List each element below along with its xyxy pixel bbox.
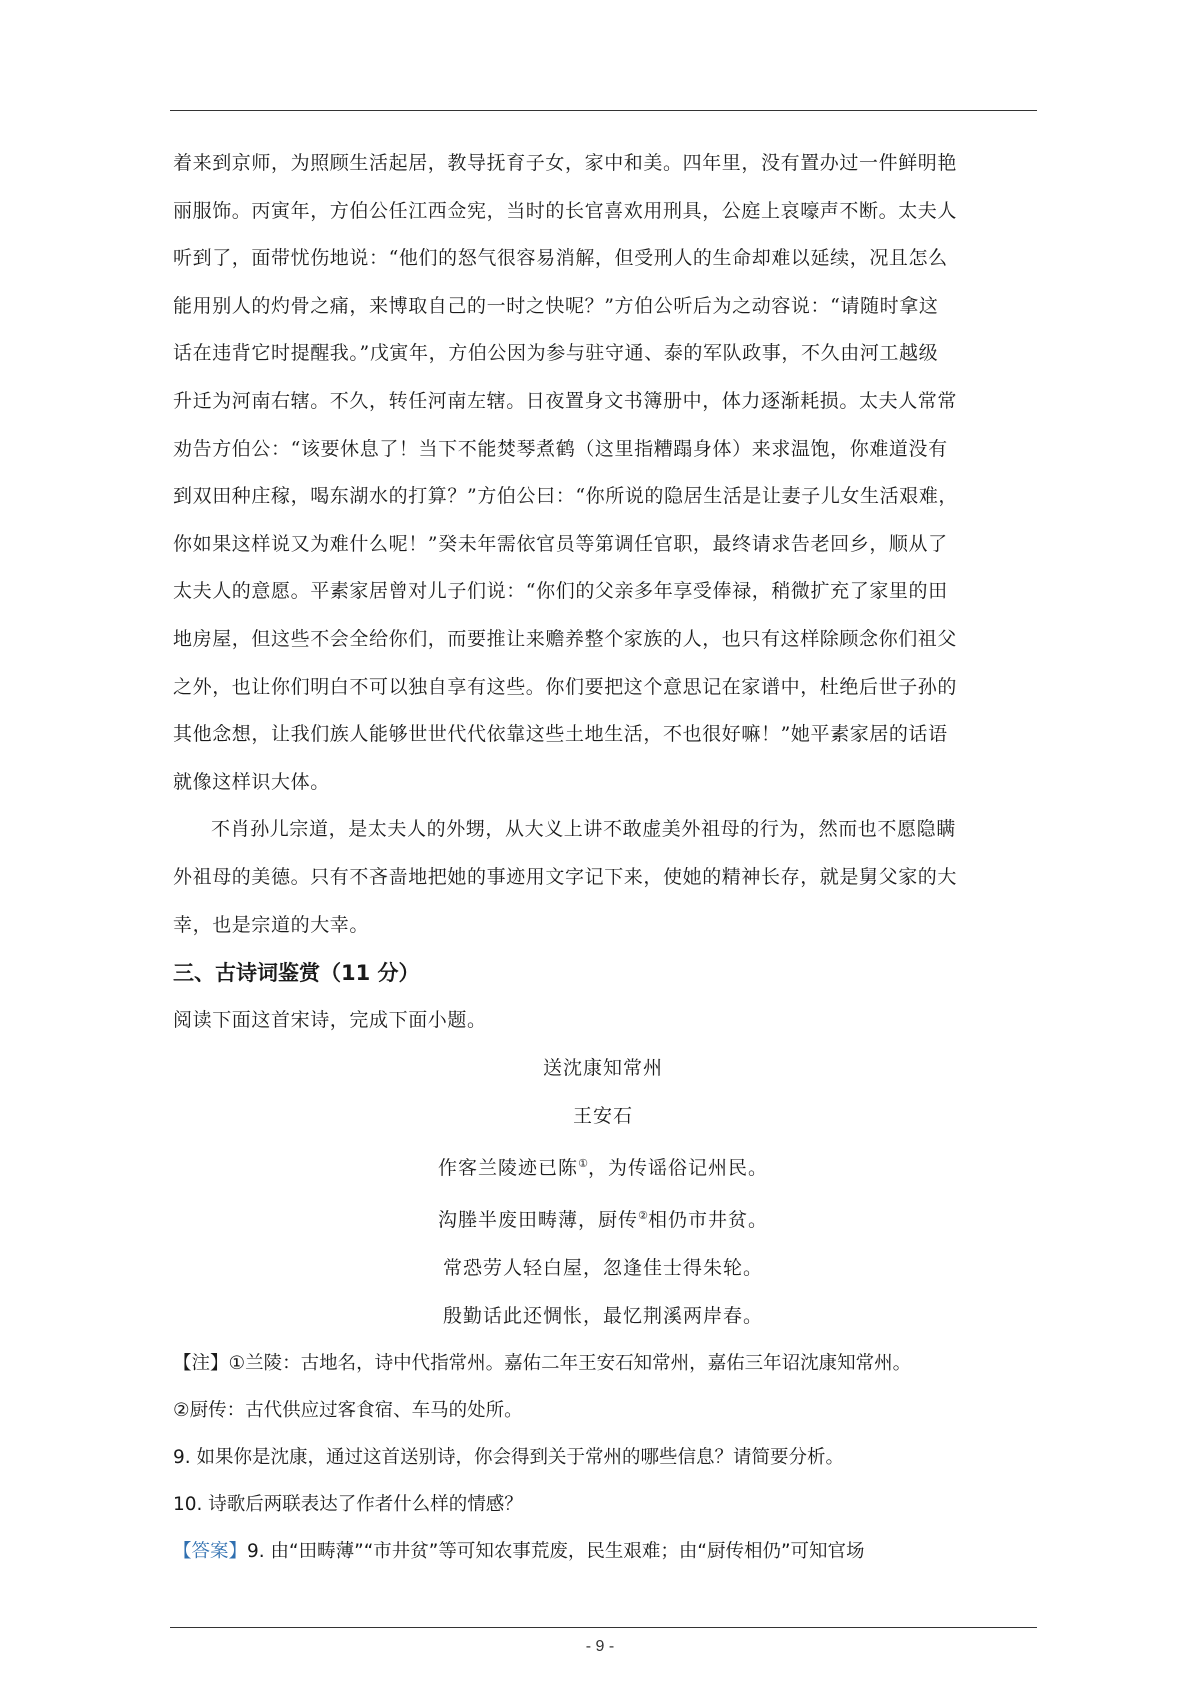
text-line: 话在违背它时提醒我。”戊寅年，方伯公因为参与驻守通、泰的军队政事，不久由河工越级 — [173, 342, 939, 365]
text-line: 丽服饰。丙寅年，方伯公任江西佥宪，当时的长官喜欢用刑具，公庭上哀嚎声不断。太夫人 — [173, 199, 958, 222]
question-10: 10. 诗歌后两联表达了作者什么样的情感？ — [173, 1494, 523, 1516]
passage-paragraph-1 — [173, 140, 1033, 806]
page-number: - 9 - — [585, 1638, 615, 1655]
header-rule — [170, 110, 1037, 111]
text-line: 不肖孙儿宗道，是太夫人的外甥，从大义上讲不敢虚美外祖母的行为，然而也不愿隐瞒 — [211, 818, 956, 841]
text-line: 其他念想，让我们族人能够世世代代依靠这些土地生活，不也很好嘛！”她平素家居的话语 — [173, 723, 948, 746]
text-line: 你如果这样说又为难什么呢！”癸未年需依官员等第调任官职，最终请求告老回乡，顺从了 — [173, 532, 948, 555]
page-content — [173, 140, 1033, 1575]
passage-paragraph-2 — [173, 806, 1033, 949]
text-line: 到双田种庄稼，喝东湖水的打算？”方伯公曰：“你所说的隐居生活是让妻子儿女生活艰难， — [173, 485, 959, 508]
section-heading: 三、古诗词鉴赏（11 分） — [173, 961, 420, 986]
text-line: 着来到京师，为照顾生活起居，教导抚育子女，家中和美。四年里，没有置办过一件鲜明艳 — [173, 152, 958, 174]
poem-line-1: 作客兰陵迹已陈①，为传谣俗记州民。 — [438, 1157, 768, 1180]
poem — [173, 1044, 1033, 1340]
text-line: 劝告方伯公：“该要休息了！当下不能焚琴煮鹤（这里指糟蹋身体）来求温饱，你难道没有 — [173, 437, 948, 460]
text-line: 太夫人的意愿。平素家居曾对儿子们说：“你们的父亲多年享受俸禄，稍微扩充了家里的田 — [173, 580, 948, 603]
poem-line-4: 殷勤话此还惆怅，最忆荆溪两岸春。 — [442, 1305, 763, 1328]
poem-title: 送沈康知常州 — [542, 1057, 663, 1080]
poem-line-2: 沟塍半废田畴薄，厨传②相仍市井贫。 — [438, 1209, 768, 1232]
answer-tag: 【答案】 — [173, 1541, 248, 1563]
answer-line — [173, 1528, 1033, 1575]
text-line: 外祖母的美德。只有不吝啬地把她的事迹用文字记下来，使她的精神长存，就是舅父家的大 — [173, 865, 958, 888]
question-9: 9. 如果你是沈康，通过这首送别诗，你会得到关于常州的哪些信息？请简要分析。 — [173, 1447, 845, 1469]
text-line: 地房屋，但这些不会全给你们，而要推让来赡养整个家族的人，也只有这样除顾念你们祖父 — [173, 627, 958, 650]
text-line: 就像这样识大体。 — [173, 770, 330, 793]
answer-text: 9. 由“田畴薄”“市井贫”等可知农事荒废，民生艰难；由“厨传相仍”可知官场 — [247, 1541, 865, 1563]
poem-line-3: 常恐劳人轻白屋，忽逢佳士得朱轮。 — [442, 1257, 763, 1280]
footnote-marker-2: ② — [638, 1209, 648, 1223]
footer-rule — [170, 1627, 1037, 1628]
text-line: 升迁为河南右辖。不久，转任河南左辖。日夜置身文书簿册中，体力逐渐耗损。太夫人常常 — [173, 389, 958, 412]
text-line: 幸，也是宗道的大幸。 — [173, 913, 370, 936]
text-line: 能用别人的灼骨之痛，来博取自己的一时之快呢？”方伯公听后为之动容说：“请随时拿这 — [173, 294, 939, 317]
text-line: 之外，也让你们明白不可以独自享有这些。你们要把这个意思记在家谱中，杜绝后世子孙的 — [173, 675, 958, 698]
footnote-marker-1: ① — [578, 1157, 588, 1171]
section-instruction: 阅读下面这首宋诗，完成下面小题。 — [173, 1009, 487, 1032]
poem-author: 王安石 — [572, 1105, 633, 1128]
note-line-2: ②厨传：古代供应过客食宿、车马的处所。 — [173, 1400, 523, 1422]
note-line-1: 【注】①兰陵：古地名，诗中代指常州。嘉佑二年王安石知常州，嘉佑三年诏沈康知常州。 — [173, 1353, 912, 1375]
text-line: 听到了，面带忧伤地说：“他们的怒气很容易消解，但受刑人的生命却难以延续，况且怎么 — [173, 247, 948, 270]
